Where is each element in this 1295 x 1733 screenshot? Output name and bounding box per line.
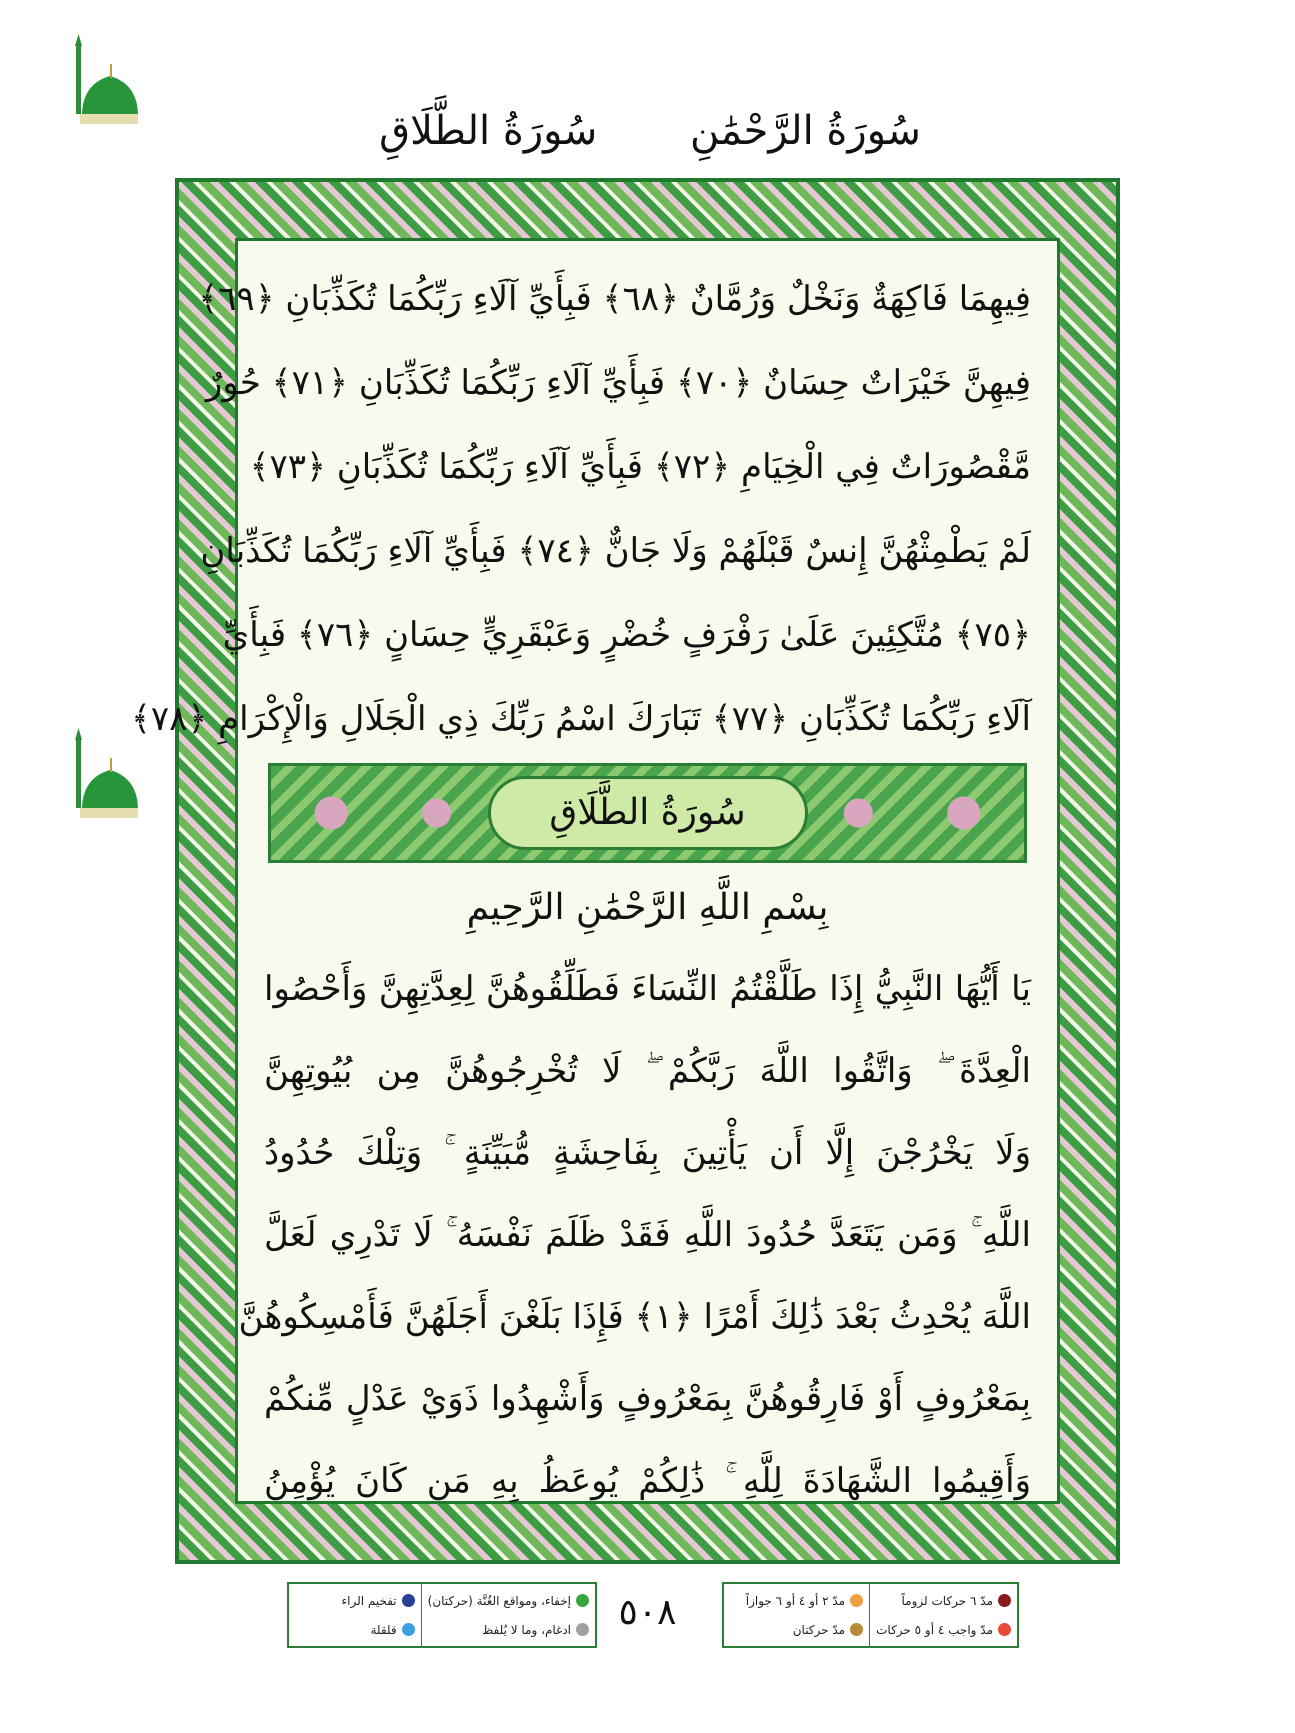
verse-line: الْعِدَّةَ ۖ وَاتَّقُوا اللَّهَ رَبَّكُمْ ۖ لَا تُخْرِجُوهُنَّ مِن بُيُوتِهِنَّ xyxy=(264,1051,1031,1091)
mosque-dome-icon xyxy=(66,728,138,828)
legend-item: قلقلة xyxy=(295,1623,415,1637)
color-dot-icon xyxy=(998,1623,1011,1636)
verse-line: مَّقْصُورَاتٌ فِي الْخِيَامِ ﴿٧٢﴾ فَبِأَيِّ آلَاءِ رَبِّكُمَا تُكَذِّبَانِ ﴿٧٣﴾ xyxy=(249,447,1031,487)
legend-item: مدّ حركتان xyxy=(730,1623,863,1637)
verse-line: فِيهِنَّ خَيْرَاتٌ حِسَانٌ ﴿٧٠﴾ فَبِأَيِّ آلَاءِ رَبِّكُمَا تُكَذِّبَانِ ﴿٧١﴾ حُورٌ xyxy=(205,363,1031,403)
color-dot-icon xyxy=(850,1623,863,1636)
surah-title: سُورَةُ الطَّلَاقِ xyxy=(488,776,808,850)
legend-item: مدّ واجب ٤ أو ٥ حركات xyxy=(876,1623,1011,1637)
color-dot-icon xyxy=(576,1623,589,1636)
color-dot-icon xyxy=(402,1623,415,1636)
verse-line: لَمْ يَطْمِثْهُنَّ إِنسٌ قَبْلَهُمْ وَلَا جَانٌّ ﴿٧٤﴾ فَبِأَيِّ آلَاءِ رَبِّكُمَا تُكَذِّبَانِ xyxy=(200,531,1031,571)
verse-line: ﴿٧٥﴾ مُتَّكِئِينَ عَلَىٰ رَفْرَفٍ خُضْرٍ وَعَبْقَرِيٍّ حِسَانٍ ﴿٧٦﴾ فَبِأَيِّ xyxy=(222,615,1031,655)
page-number: ٥٠٨ xyxy=(618,1592,677,1633)
surah-name-right: سُورَةُ الرَّحْمَٰنِ xyxy=(690,108,921,154)
color-dot-icon xyxy=(998,1594,1011,1607)
quran-text xyxy=(130,241,1057,1501)
text-panel xyxy=(130,238,1060,1504)
color-dot-icon xyxy=(576,1594,589,1607)
tajweed-legend-left xyxy=(287,1582,597,1648)
verse-line: يَا أَيُّهَا النَّبِيُّ إِذَا طَلَّقْتُمُ النِّسَاءَ فَطَلِّقُوهُنَّ لِعِدَّتِهِنَّ وَأَحْصُوا xyxy=(264,969,1031,1009)
legend-item: إخفاء، ومواقع الغُنَّة (حركتان) xyxy=(428,1594,589,1608)
mosque-dome-icon xyxy=(66,34,138,134)
ornamental-frame xyxy=(130,178,1120,1564)
basmala: بِسْمِ اللَّهِ الرَّحْمَٰنِ الرَّحِيمِ xyxy=(466,887,829,928)
verse-line: وَلَا يَخْرُجْنَ إِلَّا أَن يَأْتِينَ بِفَاحِشَةٍ مُّبَيِّنَةٍ ۚ وَتِلْكَ حُدُودُ xyxy=(264,1133,1031,1173)
tajweed-legend-right xyxy=(722,1582,1019,1648)
verse-line: اللَّهِ ۚ وَمَن يَتَعَدَّ حُدُودَ اللَّهِ فَقَدْ ظَلَمَ نَفْسَهُ ۚ لَا تَدْرِي لَعَلَّ xyxy=(264,1215,1031,1255)
surah-name-left: سُورَةُ الطَّلَاقِ xyxy=(379,108,598,154)
verse-line: بِمَعْرُوفٍ أَوْ فَارِقُوهُنَّ بِمَعْرُوفٍ وَأَشْهِدُوا ذَوَيْ عَدْلٍ مِّنكُمْ xyxy=(264,1379,1031,1419)
legend-item: تفخيم الراء xyxy=(295,1594,415,1608)
legend-item: مدّ ٦ حركات لزوماً xyxy=(876,1594,1011,1608)
legend-item: ادغام، وما لا يُلفظ xyxy=(428,1623,589,1637)
verse-line: وَأَقِيمُوا الشَّهَادَةَ لِلَّهِ ۚ ذَٰلِكُمْ يُوعَظُ بِهِ مَن كَانَ يُؤْمِنُ xyxy=(264,1461,1031,1501)
legend-item: مدّ ٢ أو ٤ أو ٦ جوازاً xyxy=(730,1594,863,1608)
page-header xyxy=(170,108,1130,178)
color-dot-icon xyxy=(850,1594,863,1607)
color-dot-icon xyxy=(402,1594,415,1607)
surah-title-banner xyxy=(268,763,1027,863)
verse-line: آلَاءِ رَبِّكُمَا تُكَذِّبَانِ ﴿٧٧﴾ تَبَارَكَ اسْمُ رَبِّكَ ذِي الْجَلَالِ وَالْإِكْرَامِ ﴿٧٨﴾ xyxy=(130,699,1031,739)
verse-line: فِيهِمَا فَاكِهَةٌ وَنَخْلٌ وَرُمَّانٌ ﴿٦٨﴾ فَبِأَيِّ آلَاءِ رَبِّكُمَا تُكَذِّبَانِ ﴿٦٩﴾ xyxy=(198,279,1031,319)
verse-line: اللَّهَ يُحْدِثُ بَعْدَ ذَٰلِكَ أَمْرًا ﴿١﴾ فَإِذَا بَلَغْنَ أَجَلَهُنَّ فَأَمْسِكُوهُنَّ xyxy=(238,1297,1031,1337)
